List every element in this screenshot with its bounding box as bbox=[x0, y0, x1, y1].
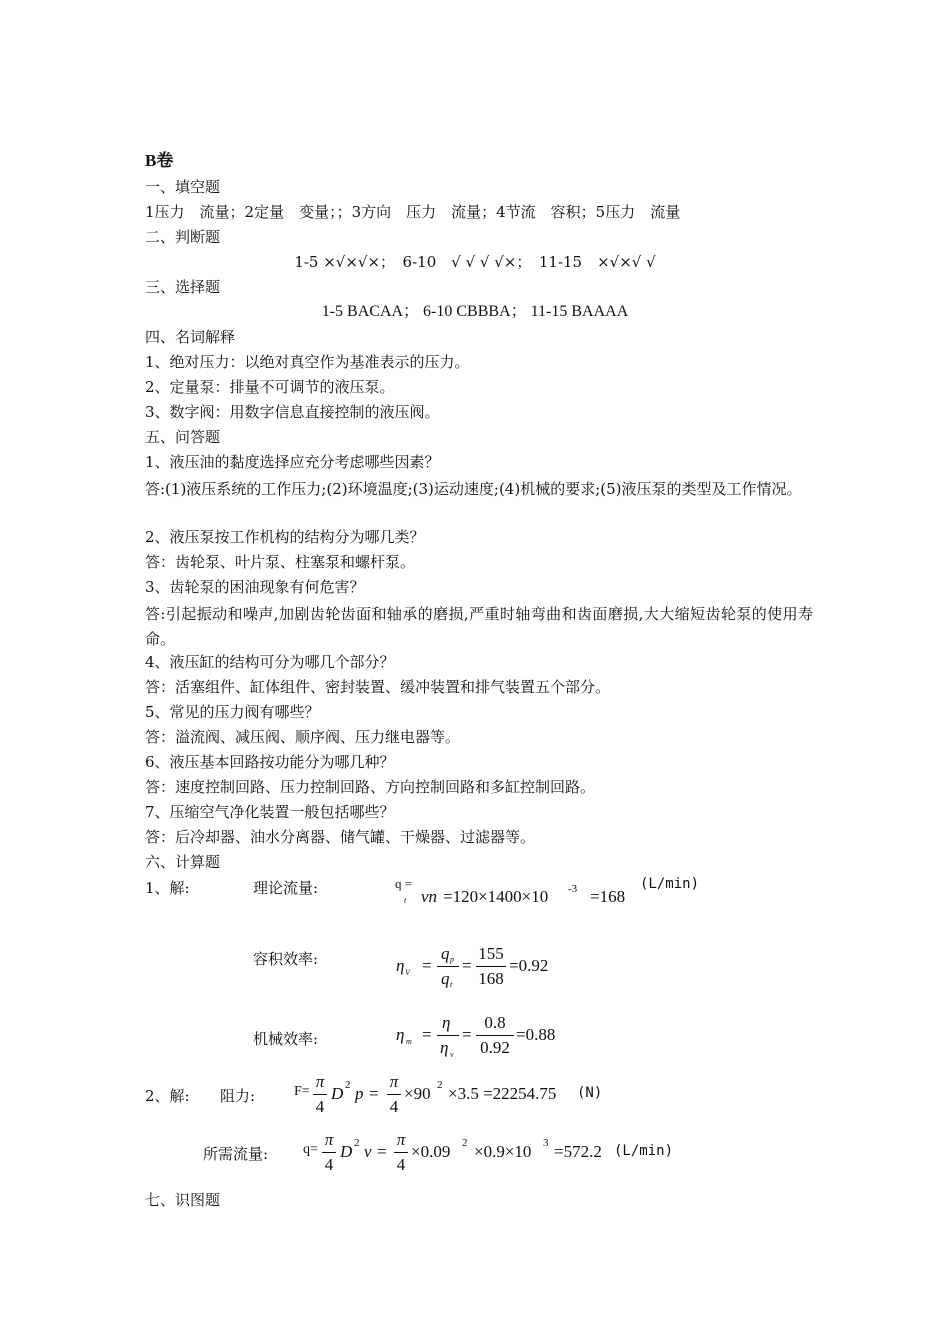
frac-denominator-4: 4 bbox=[396, 1155, 406, 1174]
question-5: 5、常见的压力阀有哪些？ bbox=[145, 703, 320, 721]
frac-numerator-pi: π bbox=[389, 1072, 399, 1091]
formula-force-mid: ×90 bbox=[404, 1084, 431, 1103]
formula-d-exponent: 2 bbox=[354, 1137, 360, 1149]
formula-flow-mid2-exponent: 3 bbox=[543, 1137, 549, 1149]
formula-v: v bbox=[364, 1142, 372, 1161]
question-4: 4、液压缸的结构可分为哪几个部分？ bbox=[145, 653, 395, 671]
answer-1: 答:(1)液压系统的工作压力;(2)环境温度;(3)运动速度;(4)机械的要求;(5)液压泵的类型及工作情况。 bbox=[145, 480, 802, 498]
formula-flow-unit: (L/min) bbox=[640, 876, 700, 892]
eta-v-subscript: V bbox=[405, 968, 410, 977]
theoretical-flow-label: 理论流量: bbox=[253, 879, 319, 897]
equals-sign: = bbox=[369, 1084, 379, 1103]
section-heading-choice: 三、选择题 bbox=[145, 278, 221, 296]
formula-vn: vn bbox=[421, 887, 438, 906]
frac-numerator-pi: π bbox=[324, 1130, 334, 1149]
frac-numerator-qp: q bbox=[441, 944, 450, 963]
equals-sign: = bbox=[422, 956, 432, 975]
frac-denominator-qt-subscript: t bbox=[450, 980, 453, 989]
equals-sign: = bbox=[462, 956, 472, 975]
formula-flow-result: =572.2 bbox=[554, 1142, 602, 1161]
formula-flow-mid: ×0.09 bbox=[411, 1142, 451, 1161]
frac-numerator-eta: η bbox=[442, 1013, 451, 1032]
equals-sign: = bbox=[462, 1025, 472, 1044]
frac-numerator-pi: π bbox=[315, 1072, 325, 1091]
answer-6: 答：速度控制回路、压力控制回路、方向控制回路和多缸控制回路。 bbox=[145, 778, 596, 796]
fraction-bar bbox=[437, 966, 459, 967]
answer-7: 答：后冷却器、油水分离器、储气罐、干燥器、过滤器等。 bbox=[145, 828, 536, 846]
fraction-bar bbox=[322, 1152, 336, 1153]
frac-numerator-qp-subscript: p bbox=[450, 955, 454, 964]
frac-denominator-4: 4 bbox=[389, 1097, 399, 1116]
term-item: 1、绝对压力：以绝对真空作为基准表示的压力。 bbox=[145, 353, 470, 371]
equals-sign: = bbox=[422, 1025, 432, 1044]
section-heading-terms: 四、名词解释 bbox=[145, 328, 236, 346]
section-heading-qa: 五、问答题 bbox=[145, 428, 221, 446]
frac-numerator-0.8: 0.8 bbox=[484, 1013, 506, 1032]
answer-5: 答：溢流阀、减压阀、顺序阀、压力继电器等。 bbox=[145, 728, 461, 746]
formula-f-prefix: F= bbox=[294, 1084, 310, 1099]
formula-force-result: ×3.5 =22254.75 bbox=[448, 1084, 557, 1103]
formula-d-exponent: 2 bbox=[345, 1079, 351, 1091]
section-heading-true-false: 二、判断题 bbox=[145, 228, 221, 246]
formula-flow-expression: =120×1400×10 bbox=[443, 887, 549, 906]
volumetric-efficiency-label: 容积效率: bbox=[253, 950, 319, 968]
frac-denominator-4: 4 bbox=[324, 1155, 334, 1174]
formula-flow-exponent: -3 bbox=[568, 883, 578, 895]
fraction-bar bbox=[313, 1094, 327, 1095]
formula-q-subscript: t bbox=[404, 896, 407, 905]
formula-flow-unit: (L/min) bbox=[614, 1143, 674, 1159]
required-flow-label: 所需流量: bbox=[203, 1145, 269, 1163]
formula-q-prefix: q= bbox=[303, 1142, 318, 1157]
eta-m-subscript: m bbox=[406, 1037, 412, 1046]
formula-d: D bbox=[331, 1084, 344, 1103]
fraction-bar bbox=[437, 1035, 459, 1036]
question-2: 2、液压泵按工作机构的结构分为哪几类？ bbox=[145, 528, 425, 546]
mechanical-efficiency-label: 机械效率: bbox=[253, 1030, 319, 1048]
question-3: 3、齿轮泵的困油现象有何危害？ bbox=[145, 578, 365, 596]
question-7: 7、压缩空气净化装置一般包括哪些？ bbox=[145, 803, 395, 821]
frac-denominator-eta-v-subscript: v bbox=[450, 1050, 454, 1059]
frac-denominator-168: 168 bbox=[478, 969, 504, 988]
fraction-bar bbox=[476, 1035, 514, 1036]
term-item: 3、数字阀：用数字信息直接控制的液压阀。 bbox=[145, 403, 440, 421]
formula-flow-mid-exponent: 2 bbox=[462, 1137, 468, 1149]
volumetric-efficiency-result: =0.92 bbox=[509, 956, 549, 975]
resistance-label: 阻力: bbox=[220, 1087, 256, 1105]
true-false-answers: 1-5 ×√×√×； 6-10 √ √ √ √×； 11-15 ×√×√ √ bbox=[294, 253, 656, 271]
formula-force-unit: (N) bbox=[577, 1085, 603, 1101]
answer-3: 答:引起振动和噪声,加剧齿轮齿面和轴承的磨损,严重时轴弯曲和齿面磨损,大大缩短齿轮泵的使用寿命。 bbox=[145, 605, 813, 648]
frac-numerator-155: 155 bbox=[478, 944, 504, 963]
eta-m: η bbox=[396, 1025, 405, 1044]
fraction-bar bbox=[394, 1152, 408, 1153]
fraction-bar bbox=[387, 1094, 401, 1095]
term-item: 2、定量泵：排量不可调节的液压泵。 bbox=[145, 378, 395, 396]
question-6: 6、液压基本回路按功能分为哪几种？ bbox=[145, 753, 395, 771]
formula-p: p bbox=[355, 1084, 364, 1103]
fill-in-answers: 1压力 流量；2定量 变量；；3方向 压力 流量；4节流 容积；5压力 流量 bbox=[145, 203, 681, 221]
answer-4: 答：活塞组件、缸体组件、密封装置、缓冲装置和排气装置五个部分。 bbox=[145, 678, 611, 696]
section-heading-fill-in: 一、填空题 bbox=[145, 178, 221, 196]
formula-flow-mid2: ×0.9×10 bbox=[474, 1142, 532, 1161]
section-heading-diagram: 七、识图题 bbox=[145, 1191, 221, 1209]
fraction-bar bbox=[476, 966, 506, 967]
formula-force-mid-exponent: 2 bbox=[437, 1079, 443, 1091]
eta-v: η bbox=[396, 956, 405, 975]
problem-2-label: 2、解: bbox=[145, 1087, 190, 1105]
section-heading-calc: 六、计算题 bbox=[145, 853, 221, 871]
formula-q: q = bbox=[395, 876, 413, 891]
frac-denominator-0.92: 0.92 bbox=[480, 1038, 510, 1057]
frac-numerator-pi: π bbox=[396, 1130, 406, 1149]
question-1: 1、液压油的黏度选择应充分考虑哪些因素？ bbox=[145, 453, 440, 471]
frac-denominator-qt: q bbox=[441, 969, 450, 988]
answer-2: 答：齿轮泵、叶片泵、柱塞泵和螺杆泵。 bbox=[145, 553, 416, 571]
frac-denominator-eta-v: η bbox=[440, 1038, 449, 1057]
problem-1-label: 1、解: bbox=[145, 879, 190, 897]
mechanical-efficiency-result: =0.88 bbox=[516, 1025, 556, 1044]
page-title: B卷 bbox=[145, 151, 174, 170]
frac-denominator-4: 4 bbox=[315, 1097, 325, 1116]
equals-sign: = bbox=[377, 1142, 387, 1161]
formula-flow-result: =168 bbox=[590, 887, 626, 906]
choice-answers: 1-5 BACAA； 6-10 CBBBA； 11-15 BAAAA bbox=[321, 303, 629, 320]
formula-d: D bbox=[340, 1142, 353, 1161]
